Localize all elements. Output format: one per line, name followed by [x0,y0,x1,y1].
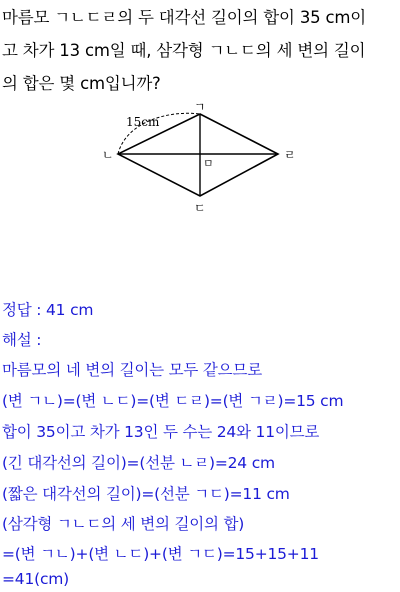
explanation-line-3: 합이 35이고 차가 13인 두 수는 24와 11이므로 [2,423,320,441]
vertex-label-bottom: ㄷ [194,201,206,215]
explanation-line-5: (짧은 대각선의 길이)=(선분 ㄱㄷ)=11 cm [2,485,290,503]
question-line-2: 고 차가 13 cm일 때, 삼각형 ㄱㄴㄷ의 세 변의 길이 [2,41,366,60]
explanation-line-6: (삼각형 ㄱㄴㄷ의 세 변의 길이의 합) [2,515,245,533]
answer-line: 정답 : 41 cm [2,301,94,319]
vertex-label-right: ㄹ [284,148,296,162]
side-length-label: 15cm [126,115,160,129]
explanation-line-7: =(변 ㄱㄴ)+(변 ㄴㄷ)+(변 ㄱㄷ)=15+15+11 [2,545,319,563]
vertex-label-top: ㄱ [194,102,206,114]
center-label: ㅁ [203,157,214,170]
question-line-1: 마름모 ㄱㄴㄷㄹ의 두 대각선 길이의 합이 35 cm이 [2,8,366,27]
explanation-line-1: 마름모의 네 변의 길이는 모두 같으므로 [2,361,263,379]
question-line-3: 의 합은 몇 cm입니까? [2,74,161,93]
vertex-label-left: ㄴ [102,148,114,162]
explanation-line-2: (변 ㄱㄴ)=(변 ㄴㄷ)=(변 ㄷㄹ)=(변 ㄱㄹ)=15 cm [2,392,344,410]
rhombus-figure [96,102,308,218]
explanation-line-4: (긴 대각선의 길이)=(선분 ㄴㄹ)=24 cm [2,454,275,472]
explanation-line-8: =41(cm) [2,570,70,588]
explanation-heading: 해설 : [2,331,42,349]
